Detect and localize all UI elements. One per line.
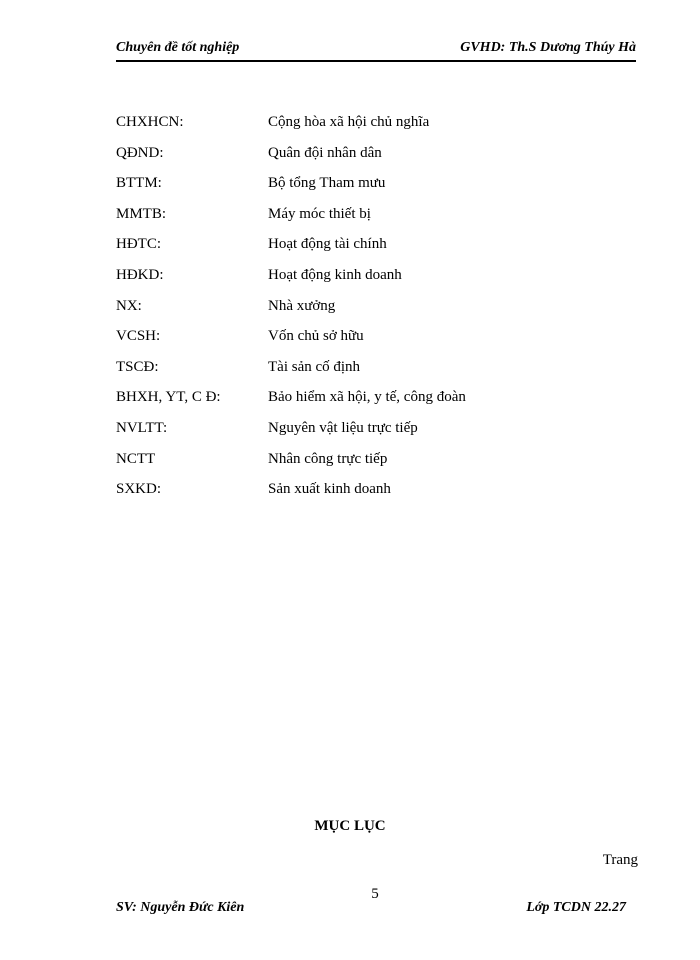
footer-class: Lớp TCDN 22.27 — [526, 900, 626, 915]
abbreviation-row — [116, 357, 636, 388]
abbreviation-meaning: Quân đội nhân dân — [268, 144, 382, 161]
abbreviation-meaning: Nguyên vật liệu trực tiếp — [268, 419, 418, 436]
abbreviation-meaning: Cộng hòa xã hội chủ nghĩa — [268, 114, 430, 130]
abbreviation-code: NCTT — [116, 450, 156, 467]
abbreviation-meaning: Bảo hiểm xã hội, y tế, công đoàn — [268, 389, 466, 406]
abbreviation-meaning: Hoạt động tài chính — [268, 236, 387, 253]
abbreviation-meaning: Nhân công trực tiếp — [268, 450, 388, 467]
abbreviation-row — [116, 234, 636, 265]
abbreviation-meaning: Bộ tổng Tham mưu — [268, 175, 386, 192]
abbreviation-row — [116, 112, 636, 143]
abbreviation-code: BHXH, YT, C Đ: — [116, 389, 221, 406]
abbreviation-list — [116, 112, 636, 510]
abbreviation-meaning: Nhà xưởng — [268, 297, 336, 314]
table-of-contents-title: MỤC LỤC — [314, 818, 386, 834]
abbreviation-row — [116, 449, 636, 480]
header-document-type: Chuyên đề tốt nghiệp — [116, 40, 240, 55]
abbreviation-meaning: Hoạt động kinh doanh — [268, 266, 402, 283]
abbreviation-meaning: Sản xuất kinh doanh — [268, 481, 391, 498]
header-divider — [116, 60, 636, 62]
abbreviation-code: HĐKD: — [116, 266, 164, 283]
toc-page-column-label: Trang — [602, 852, 638, 868]
abbreviation-row — [116, 479, 636, 510]
page-footer — [116, 900, 626, 920]
abbreviation-code: MMTB: — [116, 205, 167, 222]
abbreviation-code: NX: — [116, 297, 142, 314]
abbreviation-code: TSCĐ: — [116, 358, 159, 375]
page-number: 5 — [371, 886, 379, 902]
abbreviation-row — [116, 204, 636, 235]
abbreviation-code: VCSH: — [116, 328, 161, 345]
page-header — [116, 40, 636, 60]
abbreviation-code: CHXHCN: — [116, 114, 184, 130]
header-supervisor: GVHD: Th.S Dương Thúy Hà — [460, 40, 636, 55]
abbreviation-meaning: Vốn chủ sở hữu — [268, 328, 364, 345]
footer-student-name: SV: Nguyễn Đức Kiên — [116, 900, 245, 915]
abbreviation-code: NVLTT: — [116, 419, 168, 436]
abbreviation-row — [116, 173, 636, 204]
abbreviation-code: QĐND: — [116, 144, 164, 161]
abbreviation-row — [116, 296, 636, 327]
abbreviation-code: HĐTC: — [116, 236, 161, 253]
abbreviation-code: BTTM: — [116, 175, 162, 192]
abbreviation-meaning: Máy móc thiết bị — [268, 205, 371, 222]
abbreviation-row — [116, 265, 636, 296]
abbreviation-row — [116, 387, 636, 418]
abbreviation-row — [116, 418, 636, 449]
abbreviation-row — [116, 143, 636, 174]
abbreviation-row — [116, 326, 636, 357]
abbreviation-code: SXKD: — [116, 481, 162, 498]
abbreviation-meaning: Tài sản cố định — [268, 358, 361, 375]
